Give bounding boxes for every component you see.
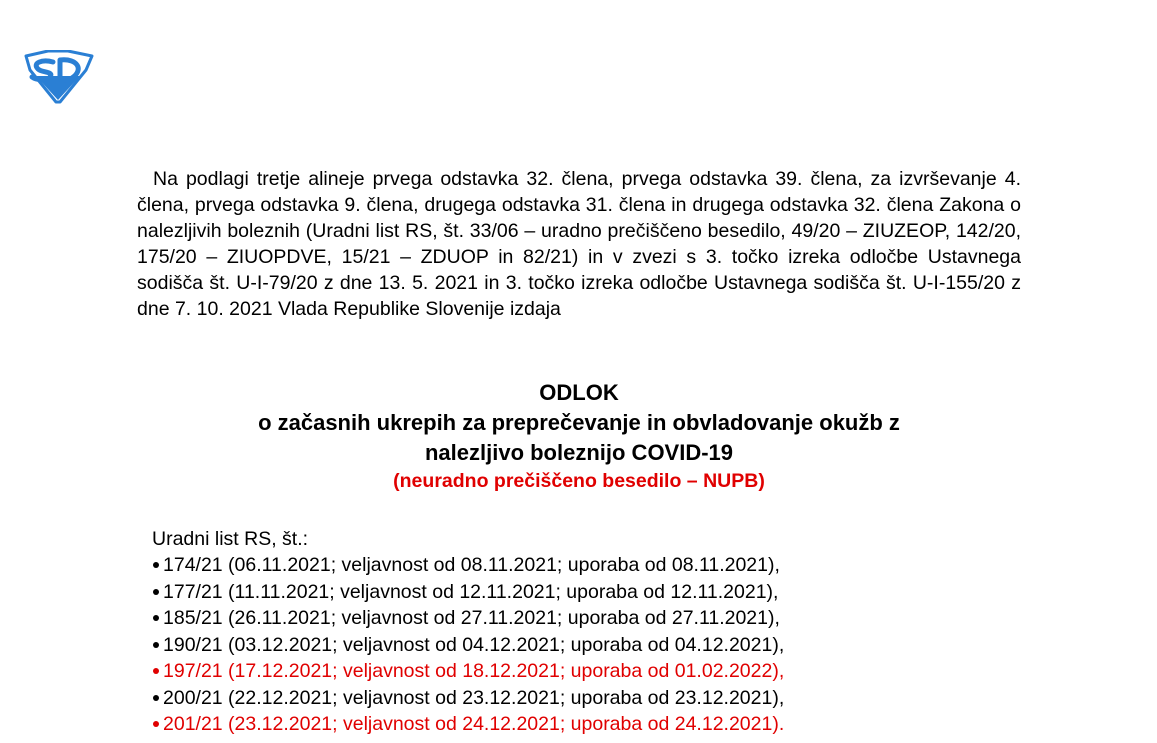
gazette-item [152, 552, 1032, 579]
gazette-item-text: 190/21 (03.12.2021; veljavnost od 04.12.2021; uporaba od 04.12.2021), [163, 633, 785, 656]
gazette-item [152, 658, 1032, 685]
document-subtitle-line-2: nalezljivo boleznijo COVID-19 [424, 440, 734, 465]
bullet-icon [153, 721, 159, 727]
gazette-item-text: 197/21 (17.12.2021; veljavnost od 18.12.2021; uporaba od 01.02.2022), [163, 660, 785, 682]
bullet-icon [153, 695, 159, 701]
bullet-icon [153, 562, 159, 568]
gazette-item [152, 685, 1032, 712]
document-title: ODLOK [539, 380, 619, 405]
bullet-icon [153, 642, 159, 648]
gazette-item [152, 605, 1032, 632]
preamble-paragraph: Na podlagi tretje alineje prvega odstavka 32. člena, prvega odstavka 39. člena, za izvrševanje 4. člena, prvega odstavka 9. člena, drugega odstavka 31. člena in drugega odstavka 32. člena Zakona o nalezljivih boleznih (Uradni list RS, št. 33/06 – uradno prečiščeno besedilo, 49/20 – ZIUZEOP, 142/20, 175/20 – ZIUOPDVE, 15/21 – ZDUOP in 82/21) in v zvezi s 3. točko izreka odločbe Ustavnega sodišča št. U-I-79/20 z dne 13. 5. 2021 in 3. točko izreka odločbe Ustavnega sodišča št. U-I-155/20 z dne 7. 10. 2021 Vlada Republike Slovenije izdaja [137, 168, 1021, 320]
gazette-items [152, 552, 1032, 738]
gazette-item-text: 174/21 (06.11.2021; veljavnost od 08.11.2021; uporaba od 08.11.2021), [163, 554, 780, 576]
gazette-item-text: 200/21 (22.12.2021; veljavnost od 23.12.2021; uporaba od 23.12.2021), [163, 686, 785, 709]
document-title-block [137, 378, 1021, 494]
bullet-icon [153, 668, 159, 674]
unofficial-consolidation-note: (neuradno prečiščeno besedilo – NUPB) [393, 470, 765, 492]
gazette-item-text: 185/21 (26.11.2021; veljavnost od 27.11.2021; uporaba od 27.11.2021), [163, 607, 780, 629]
gazette-item-text: 201/21 (23.12.2021; veljavnost od 24.12.2021; uporaba od 24.12.2021). [163, 713, 785, 735]
gazette-item [152, 632, 1032, 659]
official-gazette-list [152, 526, 1032, 738]
bullet-icon [153, 615, 159, 621]
gazette-label: Uradni list RS, št.: [152, 528, 309, 550]
gazette-item-text: 177/21 (11.11.2021; veljavnost od 12.11.2021; uporaba od 12.11.2021), [163, 580, 779, 603]
sd-shield-logo-icon [20, 50, 96, 104]
gazette-item [152, 711, 1032, 738]
bullet-icon [153, 589, 159, 595]
document-subtitle-line-1: o začasnih ukrepih za preprečevanje in obvladovanje okužb z [258, 410, 900, 435]
gazette-item [152, 579, 1032, 606]
